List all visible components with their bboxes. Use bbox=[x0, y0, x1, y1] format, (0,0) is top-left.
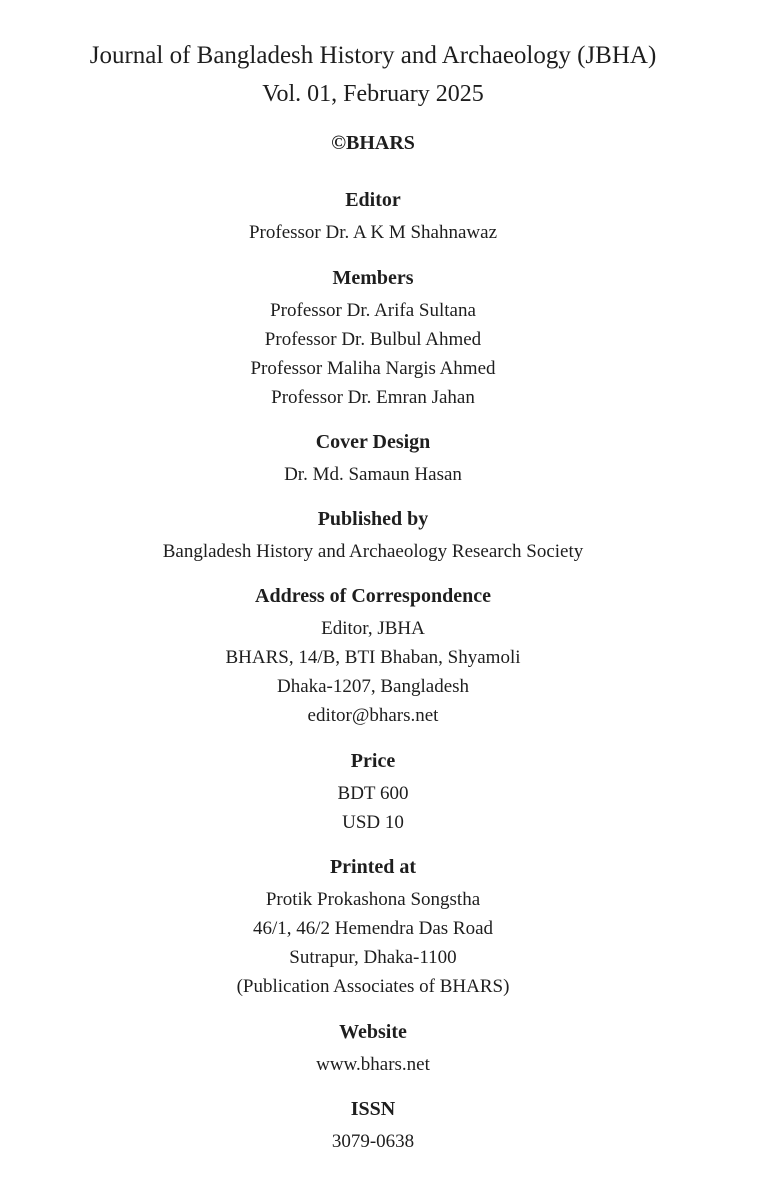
journal-title: Journal of Bangladesh History and Archaeology (JBHA) bbox=[89, 42, 657, 69]
cover-design-section bbox=[0, 429, 746, 489]
editor-name: Professor Dr. A K M Shahnawaz bbox=[248, 222, 498, 243]
printer-line: (Publication Associates of BHARS) bbox=[236, 976, 510, 997]
price-usd: USD 10 bbox=[342, 812, 404, 833]
address-heading: Address of Correspondence bbox=[255, 585, 491, 607]
cover-design-heading: Cover Design bbox=[315, 431, 431, 453]
copyright-notice: ©BHARS bbox=[331, 132, 415, 154]
cover-designer-name: Dr. Md. Samaun Hasan bbox=[284, 464, 462, 485]
address-line: BHARS, 14/B, BTI Bhaban, Shyamoli bbox=[225, 647, 521, 668]
published-by-section bbox=[0, 506, 746, 566]
website-heading: Website bbox=[339, 1021, 407, 1043]
members-section bbox=[0, 265, 746, 412]
member-name: Professor Maliha Nargis Ahmed bbox=[250, 358, 496, 379]
printed-at-heading: Printed at bbox=[329, 856, 417, 878]
price-section bbox=[0, 748, 746, 837]
members-heading: Members bbox=[332, 267, 414, 289]
published-by-heading: Published by bbox=[317, 508, 429, 530]
printer-line: Sutrapur, Dhaka-1100 bbox=[289, 947, 457, 968]
member-name: Professor Dr. Emran Jahan bbox=[271, 387, 475, 408]
website-section bbox=[0, 1019, 746, 1079]
address-line: Editor, JBHA bbox=[321, 618, 425, 639]
address-email: editor@bhars.net bbox=[307, 705, 439, 726]
issn-number: 3079-0638 bbox=[331, 1131, 415, 1152]
address-section bbox=[0, 583, 746, 730]
volume-date: Vol. 01, February 2025 bbox=[262, 81, 484, 107]
address-line: Dhaka-1207, Bangladesh bbox=[276, 676, 470, 697]
editor-section bbox=[0, 187, 746, 247]
price-heading: Price bbox=[350, 750, 396, 772]
price-bdt: BDT 600 bbox=[337, 783, 409, 804]
member-name: Professor Dr. Arifa Sultana bbox=[270, 300, 476, 321]
publisher-name: Bangladesh History and Archaeology Research Society bbox=[162, 541, 584, 562]
issn-section bbox=[0, 1096, 746, 1156]
editor-heading: Editor bbox=[345, 189, 401, 211]
member-name: Professor Dr. Bulbul Ahmed bbox=[264, 329, 482, 350]
issn-heading: ISSN bbox=[350, 1098, 396, 1120]
printer-line: 46/1, 46/2 Hemendra Das Road bbox=[252, 918, 494, 939]
printer-line: Protik Prokashona Songstha bbox=[265, 889, 481, 910]
printed-at-section bbox=[0, 854, 746, 1001]
website-url: www.bhars.net bbox=[316, 1054, 430, 1075]
